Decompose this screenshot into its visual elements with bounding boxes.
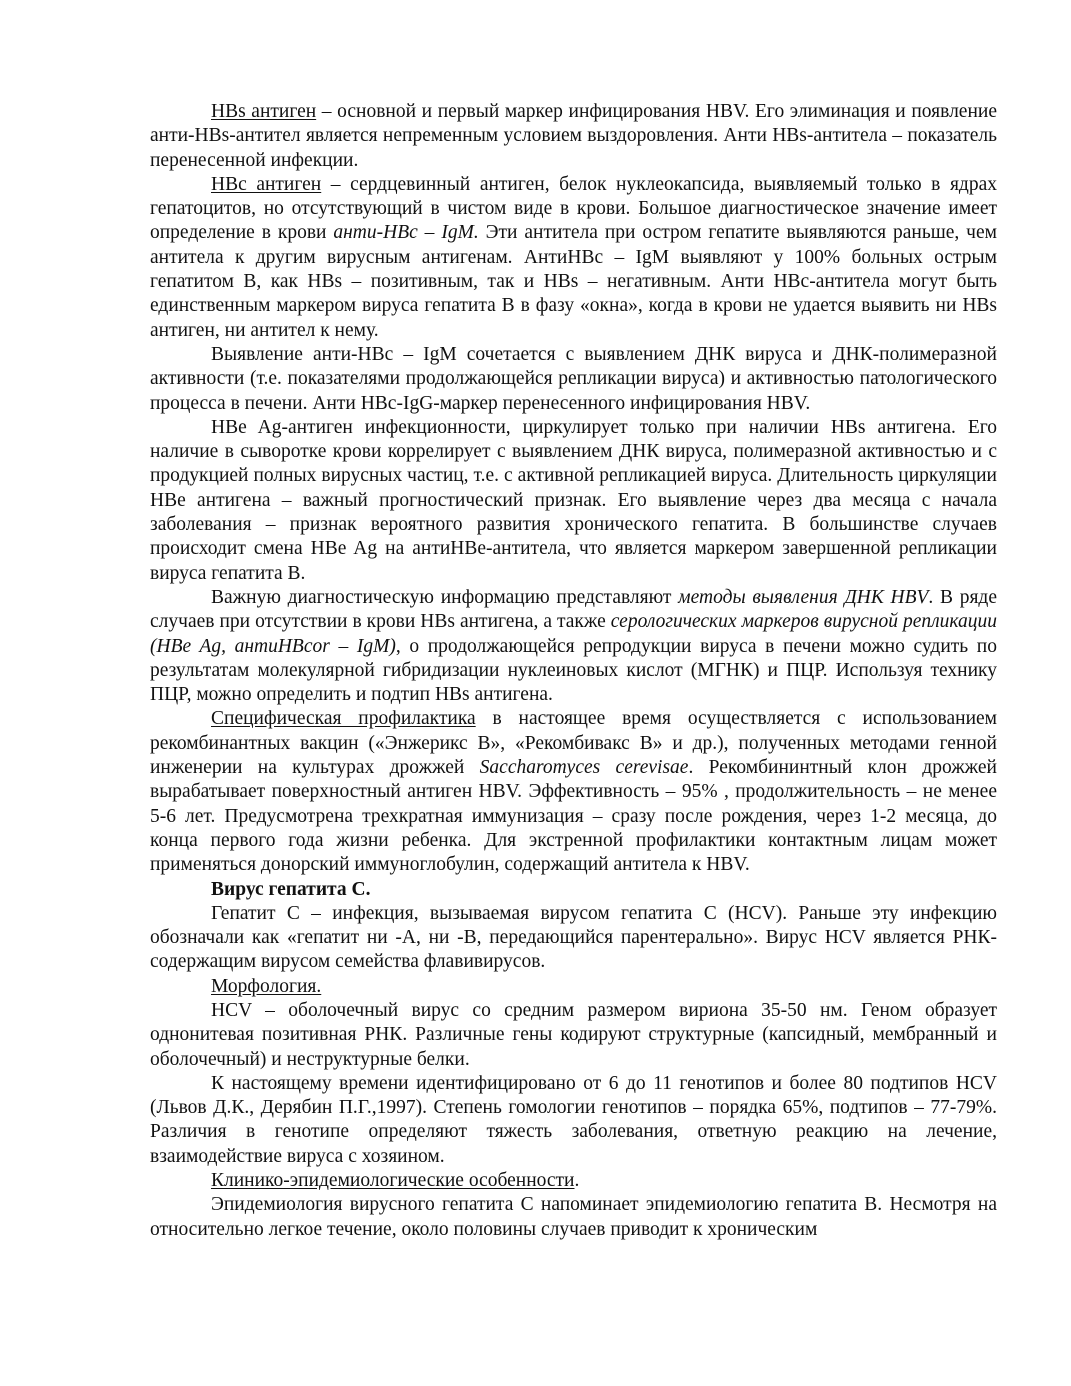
paragraph bbox=[150, 707, 997, 877]
paragraph bbox=[150, 999, 997, 1072]
text-run: Эпидемиология вирусного гепатита С напоминает эпидемиологию гепатита В. Несмотря на относительно легкое течение, около половины случаев приводит к хроническим bbox=[150, 1194, 997, 1240]
text-run: HBe Ag-антиген инфекционности, циркулирует только при наличии HBs антигена. Его наличие в сыворотке крови коррелирует с выявлением ДНК вируса, полимеразной активностью и с продукцией полных вирусных частиц, т.е. с активной репликацией вируса. Длительность циркуляции HBe антигена – важный прогностический признак. Его выявление через два месяца с начала заболевания – признак вероятного развития хронического гепатита. В большинстве случаев происходит смена HBe Ag на антиHBe-антитела, что является маркером завершенной репликации вируса гепатита В. bbox=[150, 416, 997, 584]
text-run: – основной и первый маркер инфицирования HBV. Его элиминация и появление анти-HBs-антител является непременным условием выздоровления. Анти HBs-антитела – показатель перенесенной инфекции. bbox=[150, 101, 997, 171]
underlined-term: Клинико-эпидемиологические особенности bbox=[211, 1170, 575, 1192]
paragraph bbox=[150, 902, 997, 975]
text-run: HCV – оболочечный вирус со средним размером вириона 35-50 нм. Геном образует однонитевая позитивная РНК. Различные гены кодируют структурные (капсидный, мембранный и оболочечный) и неструктурные белки. bbox=[150, 999, 997, 1070]
underlined-term: HBs антиген bbox=[211, 101, 317, 122]
section-heading: Вирус гепатита С. bbox=[211, 878, 371, 900]
paragraph bbox=[150, 100, 997, 173]
paragraph bbox=[150, 586, 997, 707]
underlined-term: HBc антиген bbox=[211, 173, 322, 195]
document-page bbox=[150, 100, 997, 1242]
text-run: Важную диагностическую информацию представляют bbox=[211, 586, 679, 608]
text-run: Выявление анти-HBc – IgM сочетается с выявлением ДНК вируса и ДНК-полимеразной активности (т.е. показателями продолжающейся репликации вируса) и активностью патологического процесса в печени. Анти HBc-IgG-маркер перенесенного инфицирования HBV. bbox=[150, 343, 997, 414]
underlined-term: Специфическая профилактика bbox=[211, 708, 476, 730]
italic-term: серологических маркеров вирусной репликации (HBe Ag, антиHBcor – IgM) bbox=[150, 611, 997, 657]
paragraph bbox=[150, 1193, 997, 1242]
paragraph bbox=[150, 1072, 997, 1169]
paragraph bbox=[150, 416, 997, 586]
italic-term: Saccharomyces cerevisae bbox=[479, 757, 689, 779]
italic-term: методы выявления ДНК HBV bbox=[678, 586, 929, 608]
paragraph bbox=[150, 975, 997, 999]
underlined-term: Морфология. bbox=[211, 975, 322, 997]
text-run: Эти антитела при остром гепатите выявляются раньше, чем антитела к другим вирусным антигенам. АнтиHBc – IgM выявляют у 100% больных острым гепатитом В, как HBs – позитивным, так и HBs – негативным. Анти HBc-антитела могут быть единственным маркером вируса гепатита В в фазу «окна», когда в крови не удается выявить ни HBs антиген, ни антител к нему. bbox=[150, 222, 997, 341]
paragraph bbox=[150, 343, 997, 416]
text-run: – сердцевинный антиген, белок нуклеокапсида, выявляемый только в ядрах гепатоцитов, но отсутствующий в чистом виде в крови. Большое диагностическое значение имеет определение в крови bbox=[150, 173, 998, 244]
italic-term: анти-HBc – IgM. bbox=[333, 222, 479, 244]
text-run: Гепатит С – инфекция, вызываемая вирусом гепатита С (HCV). Раньше эту инфекцию обозначали как «гепатит ни -А, ни -В, передающийся парентерально». Вирус HCV является РНК-содержащим вирусом семейства флавивирусов. bbox=[150, 902, 997, 973]
text-run: . bbox=[574, 1170, 580, 1192]
paragraph bbox=[150, 1169, 997, 1193]
text-run: , о продолжающейся репродукции вируса в печени можно судить по результатам молекулярной гибридизации нуклеиновых кислот (МГНК) и ПЦР. Используя технику ПЦР, можно определить и подтип HBs антигена. bbox=[150, 635, 997, 706]
paragraph bbox=[150, 878, 997, 902]
text-run: в настоящее время осуществляется с использованием рекомбинантных вакцин («Энжерикс В», «Рекомбивакс В» и др.), полученных методами генной инженерии на культурах дрожжей bbox=[150, 708, 997, 779]
text-run: . В ряде случаев при отсутствии в крови HBs антигена, а также bbox=[150, 586, 997, 633]
text-run: . Рекомбининтный клон дрожжей вырабатывает поверхностный антиген HBV. Эффективность – 95% , продолжительность – не менее 5-6 лет. Предусмотрена трехкратная иммунизация – сразу после рождения, через 1-2 месяца, до конца первого года жизни ребенка. Для экстренной профилактики контактным лицам может применяться донорский иммуноглобулин, содержащий антитела к HBV. bbox=[150, 757, 997, 876]
paragraph bbox=[150, 173, 997, 343]
text-run: К настоящему времени идентифицировано от 6 до 11 генотипов и более 80 подтипов HCV (Львов Д.К., Дерябин П.Г.,1997). Степень гомологии генотипов – порядка 65%, подтипов – 77-79%. Различия в генотипе определяют тяжесть заболевания, ответную реакцию на лечение, взаимодействие вируса с хозяином. bbox=[150, 1072, 997, 1167]
